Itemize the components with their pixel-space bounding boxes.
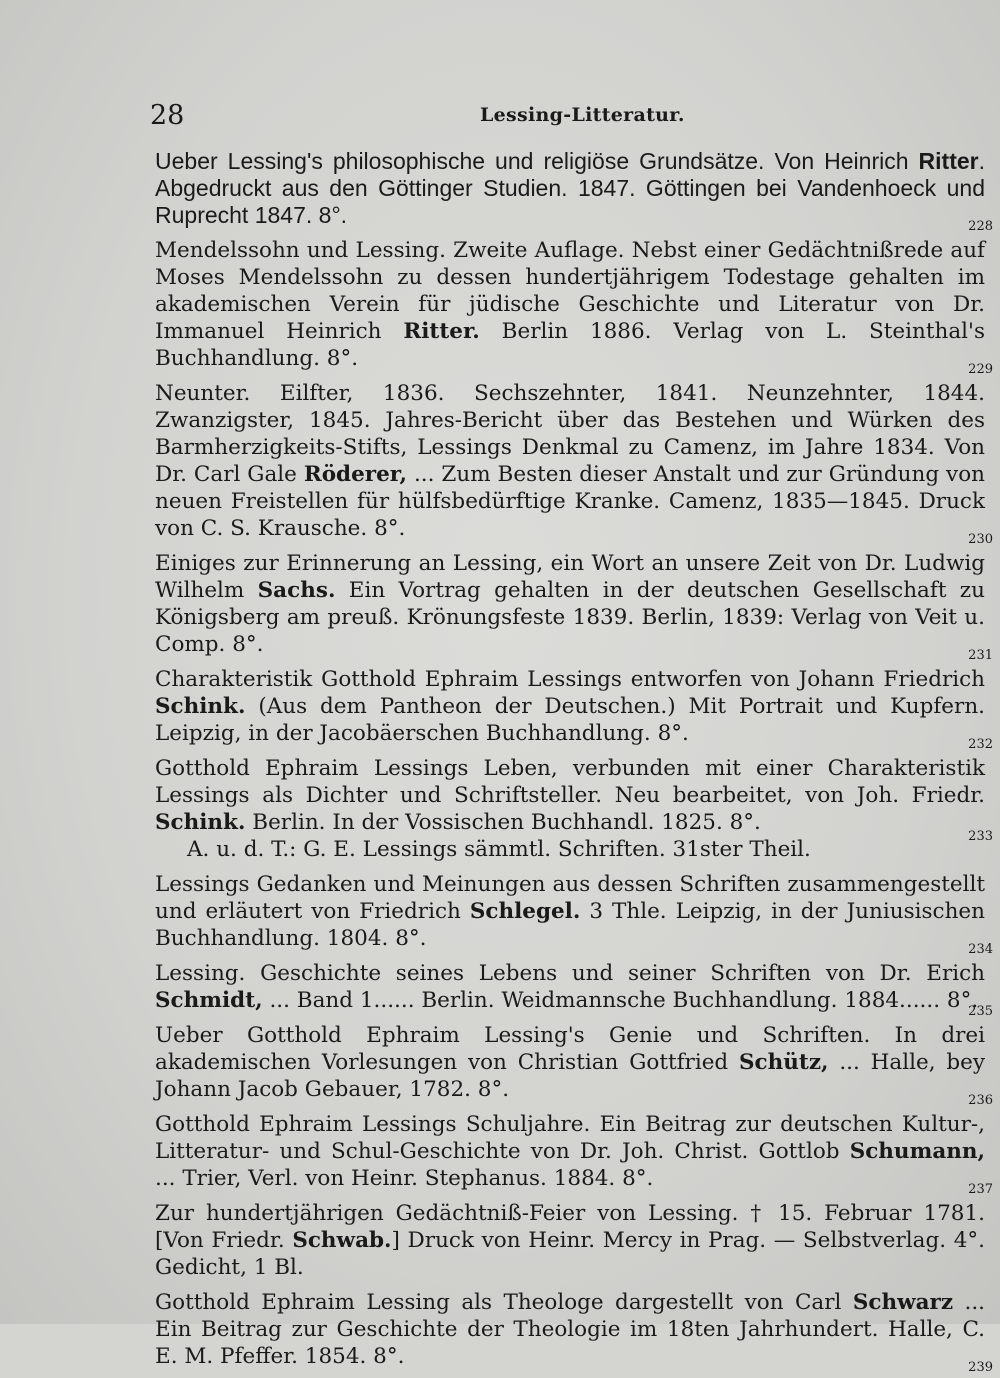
bibliography-entry	[155, 960, 993, 1019]
bibliography-entry	[155, 237, 993, 377]
entry-number: 230	[968, 532, 993, 547]
bibliography-entry	[155, 550, 993, 663]
entry-text: Lessing. Geschichte seines Lebens und seiner Schriften von Dr. Erich	[155, 961, 985, 986]
entry-text: Einiges zur Erinnerung an Lessing, ein Wort an unsere Zeit von Dr. Ludwig Wilhelm	[155, 551, 985, 603]
entry-number: 234	[968, 942, 993, 957]
entry-author: Schwarz	[852, 1290, 954, 1315]
bibliography-entry	[155, 871, 993, 957]
entry-text: ... Ein Beitrag zur Geschichte der Theologie im 18ten Jahrhundert. Halle, C. E. M. Pfeffer. 1854. 8°.	[155, 1290, 985, 1369]
entry-author: Schink.	[155, 694, 246, 719]
entry-text: Gotthold Ephraim Lessings Leben, verbunden mit einer Charakteristik Lessings als Dichter und Schriftsteller. Neu bearbeitet, von Joh. Friedr.	[155, 756, 985, 808]
entry-text: Charakteristik Gotthold Ephraim Lessings entworfen von Johann Friedrich	[155, 667, 985, 692]
entry-author: Schütz,	[739, 1050, 829, 1075]
entry-text: Ein Vortrag gehalten in der deutschen Gesellschaft zu Königsberg am preuß. Krönungsfeste 1839. Berlin, 1839: Verlag von Veit u. Comp. 8°.	[155, 578, 985, 657]
entry-number: 237	[968, 1182, 993, 1197]
entry-text: Zur hundertjährigen Gedächtniß-Feier von Lessing. † 15. Februar 1781. [Von Friedr.	[155, 1201, 985, 1253]
entry-author: Schlegel.	[469, 899, 581, 924]
bibliography-entry	[155, 666, 993, 752]
entry-text: Ueber Gotthold Ephraim Lessing's Genie und Schriften. In drei akademischen Vorlesungen von Christian Gottfried	[155, 1023, 985, 1075]
entry-number: 228	[968, 219, 993, 234]
bibliography-entry	[155, 148, 993, 234]
entry-author: Ritter.	[403, 319, 480, 344]
entry-number: 236	[968, 1093, 993, 1108]
entry-number: 229	[968, 362, 993, 377]
entry-text: ] Druck von Heinr. Mercy in Prag. — Selbstverlag. 4°. Gedicht, 1 Bl.	[155, 1228, 985, 1280]
entry-text: . Abgedruckt aus den Göttinger Studien. 1847. Göttingen bei Vandenhoeck und Ruprecht 1847. 8°.	[155, 148, 985, 228]
entry-text: ... Zum Besten dieser Anstalt und zur Gründung von neuen Freistellen für hülfsbedürftige Kranke. Camenz, 1835—1845. Druck von C. S. Krausche. 8°.	[155, 462, 985, 541]
entry-text: Mendelssohn und Lessing. Zweite Auflage. Nebst einer Gedächtnißrede auf Moses Mendelssohn zu dessen hundertjährigem Todestage gehalten im akademischen Verein für jüdische Geschichte und Literatur von Dr. Immanuel Heinrich	[155, 238, 985, 344]
entry-text: Gotthold Ephraim Lessings Schuljahre. Ein Beitrag zur deutschen Kultur-, Litteratur- und Schul-Geschichte von Dr. Joh. Christ. Gottlob	[155, 1112, 985, 1164]
entry-number: 233	[968, 829, 993, 844]
entry-text: Gotthold Ephraim Lessing als Theologe dargestellt von Carl	[155, 1290, 853, 1315]
entry-text: 3 Thle. Leipzig, in der Juniusischen Buchhandlung. 1804. 8°.	[155, 899, 986, 951]
page-header	[150, 100, 970, 140]
bibliography-entry	[155, 1022, 993, 1108]
bibliography-list	[155, 148, 993, 1378]
entry-number: 231	[968, 648, 993, 663]
entry-author: Schmidt,	[155, 988, 263, 1013]
entry-author: Schumann,	[849, 1139, 985, 1164]
bibliography-entry	[155, 380, 993, 547]
page-number: 28	[150, 100, 185, 131]
entry-text: ... Trier, Verl. von Heinr. Stephanus. 1884. 8°.	[155, 1166, 654, 1191]
entry-text: ... Halle, bey Johann Jacob Gebauer, 1782. 8°.	[155, 1050, 985, 1102]
entry-text: Berlin. In der Vossischen Buchhandl. 1825. 8°.	[245, 810, 761, 835]
entry-text: Ueber Lessing's philosophische und religiöse Grundsätze. Von Heinrich	[155, 148, 919, 174]
entry-subtitle: A. u. d. T.: G. E. Lessings sämmtl. Schriften. 31ster Theil.	[187, 837, 811, 862]
entry-number: 232	[968, 737, 993, 752]
entry-author: Röderer,	[303, 462, 408, 487]
entry-number: 235	[968, 1004, 993, 1019]
entry-text: ... Band 1...... Berlin. Weidmannsche Buchhandlung. 1884...... 8°.	[262, 988, 979, 1013]
entry-text: Lessings Gedanken und Meinungen aus dessen Schriften zusammengestellt und erläutert von Friedrich	[155, 872, 985, 924]
bibliography-entry	[155, 1200, 985, 1281]
entry-text: Berlin 1886. Verlag von L. Steinthal's Buchhandlung. 8°.	[155, 319, 985, 371]
entry-author: Schwab.	[292, 1228, 392, 1253]
entry-author: Ritter	[918, 148, 979, 174]
bibliography-entry	[155, 755, 993, 863]
bibliography-entry	[155, 1289, 993, 1375]
entry-number: 239	[968, 1360, 993, 1375]
entry-author: Schink.	[155, 810, 246, 835]
entry-text: Neunter. Eilfter, 1836. Sechszehnter, 1841. Neunzehnter, 1844. Zwanzigster, 1845. Jahres-Bericht über das Bestehen und Würken des Barmherzigkeits-Stifts, Lessings Denkmal zu Camenz, im Jahre 1834. Von Dr. Carl Gale	[155, 381, 985, 487]
entry-text: (Aus dem Pantheon der Deutschen.) Mit Portrait und Kupfern. Leipzig, in der Jacobäerschen Buchhandlung. 8°.	[155, 694, 985, 746]
bibliography-entry	[155, 1111, 993, 1197]
entry-author: Sachs.	[257, 578, 336, 603]
running-title: Lessing-Litteratur.	[480, 104, 685, 126]
